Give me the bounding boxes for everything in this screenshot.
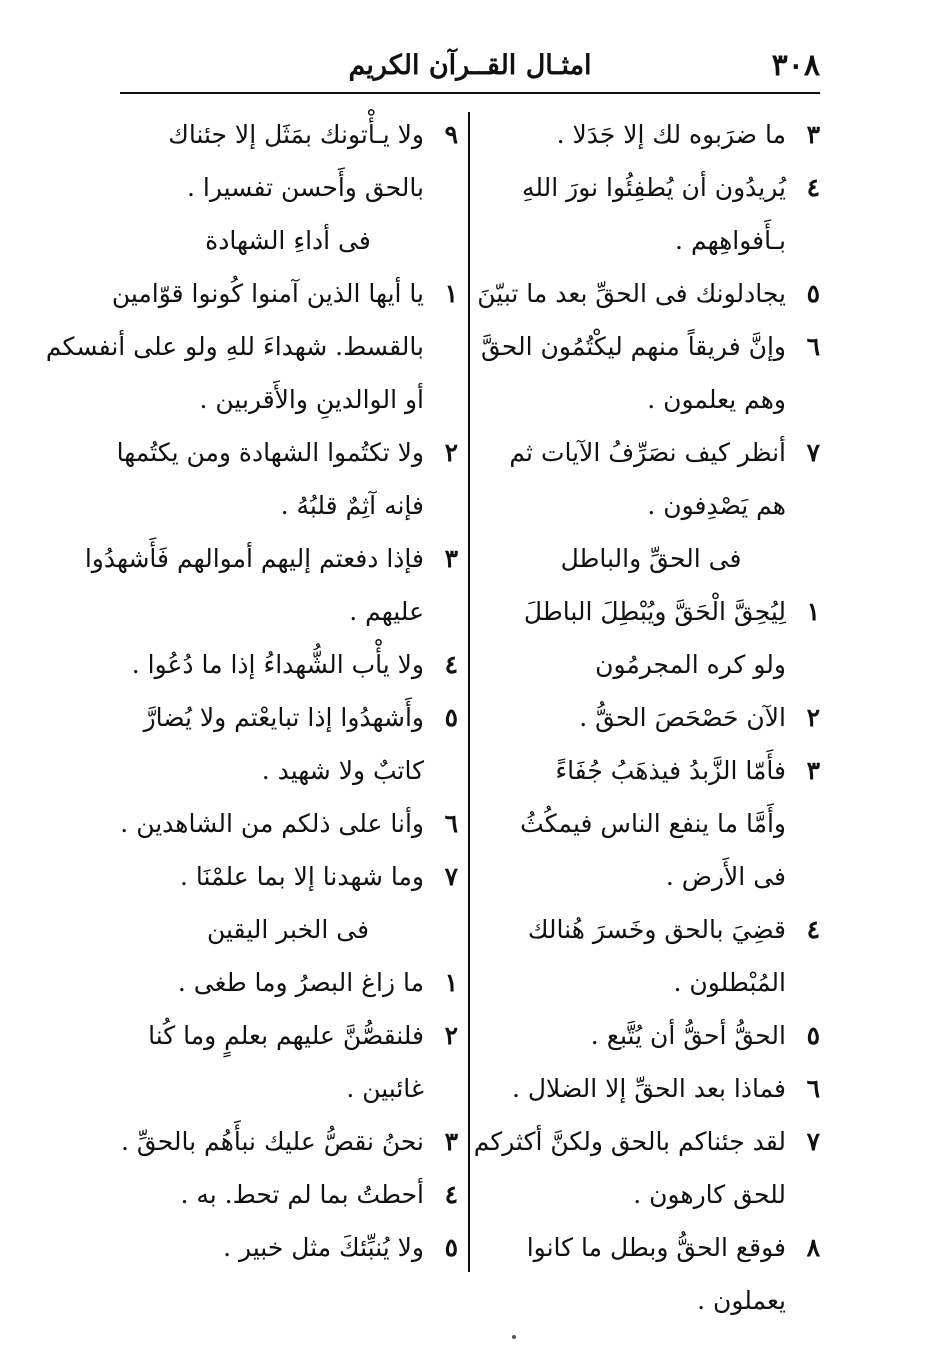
verse-number: ٣ xyxy=(444,544,458,573)
verse-line: فإنه آثِمٌ قلبُهُ . xyxy=(280,491,424,520)
verse-line: فإذا دفعتم إليهم أموالهم فَأَشهدُوا xyxy=(84,544,424,573)
verse-number: ٥ xyxy=(806,279,820,308)
verse-line: أو الوالدينِ والأَقربين . xyxy=(199,385,424,414)
section-heading: فى الخبر اليقين xyxy=(206,915,370,944)
verse-line: بالحق وأَحسن تفسيرا . xyxy=(187,173,424,202)
verse-line: ولا تكتُموا الشهادة ومن يكتُمها xyxy=(116,438,424,467)
verse-line: للحق كارهون . xyxy=(633,1180,786,1209)
page-speck xyxy=(512,1335,516,1339)
verse-number: ٤ xyxy=(444,650,458,679)
verse-number: ٧ xyxy=(806,1127,820,1156)
verse-line: هم يَصْدِفون . xyxy=(647,491,786,520)
verse-line: ما زاغ البصرُ وما طغى . xyxy=(177,968,424,997)
verse-entry xyxy=(118,1115,458,1168)
header-rule xyxy=(120,92,820,94)
verse-line: ولا يـأْتونك بمَثَل إلا جئناك xyxy=(168,120,424,149)
verse-line: أحطتُ بما لم تحط. به . xyxy=(180,1180,424,1209)
verse-entry xyxy=(45,267,458,426)
left-column xyxy=(45,108,458,1274)
verse-line: نحنُ نقصُّ عليك نبأَهُم بالحقِّ . xyxy=(121,1127,424,1156)
verse-entry xyxy=(84,532,458,638)
verse-line: ما ضرَبوه لك إلا جَدَلا . xyxy=(556,120,786,149)
verse-line: وما شهدنا إلا بما علمْنَا . xyxy=(180,862,424,891)
verse-number: ٥ xyxy=(444,703,458,732)
verse-number: ٥ xyxy=(806,1021,820,1050)
verse-line: فأَمّا الزَّبدُ فيذهَبُ جُفَاءً xyxy=(555,756,786,785)
verse-number: ٢ xyxy=(444,1021,458,1050)
verse-line: لقد جئناكم بالحق ولكنَّ أكثركم xyxy=(473,1127,786,1156)
verse-number: ١ xyxy=(444,968,458,997)
verse-entry xyxy=(118,1221,458,1274)
verse-line: ولا يأْب الشُّهداءُ إذا ما دُعُوا . xyxy=(131,650,424,679)
verse-line: غائبين . xyxy=(346,1074,424,1103)
page-header xyxy=(120,48,820,88)
verse-line: فلنقصُّنَّ عليهم بعلمٍ وما كُنا xyxy=(148,1021,424,1050)
verse-entry xyxy=(482,744,820,903)
verse-line: يجادلونك فى الحقِّ بعد ما تبيّنَ xyxy=(477,279,786,308)
verse-entry xyxy=(118,797,458,850)
verse-line: عليهم . xyxy=(349,597,424,626)
verse-entry xyxy=(118,1168,458,1221)
verse-entry xyxy=(482,108,820,161)
verse-entry xyxy=(482,1221,820,1327)
verse-number: ١ xyxy=(806,597,820,626)
verse-number: ٤ xyxy=(806,173,820,202)
verse-line: لِيُحِقَّ الْحَقَّ ويُبْطِلَ الباطلَ xyxy=(523,597,786,626)
verse-line: ولو كره المجرمُون xyxy=(595,650,786,679)
verse-line: فماذا بعد الحقِّ إلا الضلال . xyxy=(512,1074,786,1103)
verse-line: الآن حَصْحَصَ الحقُّ . xyxy=(579,703,786,732)
verse-entry xyxy=(482,320,820,426)
running-title: امثـال القــرآن الكريم xyxy=(348,50,592,81)
verse-line: وهم يعلمون . xyxy=(647,385,786,414)
verse-entry xyxy=(482,426,820,532)
verse-line: وإنَّ فريقاً منهم ليكْتُمُون الحقَّ xyxy=(480,332,786,361)
section-heading: فى أداءِ الشهادة xyxy=(205,226,371,255)
page-number: ٣٠٨ xyxy=(771,48,820,83)
verse-entry xyxy=(482,1009,820,1062)
verse-number: ٨ xyxy=(806,1233,820,1262)
verse-number: ٣ xyxy=(806,756,820,785)
verse-number: ٧ xyxy=(444,862,458,891)
verse-number: ٦ xyxy=(444,809,458,838)
verse-entry xyxy=(118,1009,458,1115)
verse-line: وأنا على ذلكم من الشاهدين . xyxy=(120,809,424,838)
verse-line: المُبْطلون . xyxy=(673,968,786,997)
verse-entry xyxy=(477,267,820,320)
verse-line: يا أيها الذين آمنوا كُونوا قوّامين xyxy=(111,279,424,308)
verse-line: كاتبٌ ولا شهيد . xyxy=(261,756,424,785)
verse-entry xyxy=(482,691,820,744)
verse-number: ٦ xyxy=(806,332,820,361)
verse-entry xyxy=(118,426,458,532)
verse-number: ٥ xyxy=(444,1233,458,1262)
verse-number: ١ xyxy=(444,279,458,308)
verse-number: ٢ xyxy=(444,438,458,467)
right-column xyxy=(473,108,820,1327)
verse-entry xyxy=(118,638,458,691)
verse-line: يعملون . xyxy=(697,1286,786,1315)
column-divider xyxy=(468,112,470,1272)
verse-entry xyxy=(482,903,820,1009)
verse-entry xyxy=(118,956,458,1009)
verse-line: يُريدُون أن يُطفِئُوا نورَ اللهِ xyxy=(521,173,786,202)
verse-line: وأَشهدُوا إذا تبايعْتم ولا يُضارَّ xyxy=(143,703,424,732)
verse-line: وأَمَّا ما ينفع الناس فيمكُثُ xyxy=(520,809,786,838)
verse-entry xyxy=(482,1062,820,1115)
verse-number: ٣ xyxy=(806,120,820,149)
verse-line: فى الأَرض . xyxy=(665,862,786,891)
verse-line: بـأَفواهِهم . xyxy=(675,226,786,255)
section-heading: فى الحقِّ والباطل xyxy=(560,544,742,573)
verse-entry xyxy=(482,585,820,691)
verse-line: قضِيَ بالحق وخَسرَ هُنالك xyxy=(527,915,786,944)
verse-entry xyxy=(118,850,458,903)
verse-number: ٤ xyxy=(806,915,820,944)
verse-line: بالقسط. شهداءَ للهِ ولو على أنفسكم xyxy=(45,332,424,361)
verse-number: ٢ xyxy=(806,703,820,732)
verse-entry xyxy=(482,161,820,267)
verse-line: ولا يُنبِّئكَ مثل خبير . xyxy=(223,1233,424,1262)
verse-number: ٤ xyxy=(444,1180,458,1209)
verse-entry xyxy=(118,108,458,214)
verse-line: أنظر كيف نصَرِّفُ الآيات ثم xyxy=(509,438,786,467)
verse-number: ٣ xyxy=(444,1127,458,1156)
verse-number: ٦ xyxy=(806,1074,820,1103)
verse-number: ٧ xyxy=(806,438,820,467)
verse-number: ٩ xyxy=(444,120,458,149)
verse-line: الحقُّ أحقُّ أن يُتَّبع . xyxy=(590,1021,786,1050)
verse-line: فوقع الحقُّ وبطل ما كانوا xyxy=(526,1233,786,1262)
verse-entry xyxy=(118,691,458,797)
verse-entry xyxy=(473,1115,820,1221)
